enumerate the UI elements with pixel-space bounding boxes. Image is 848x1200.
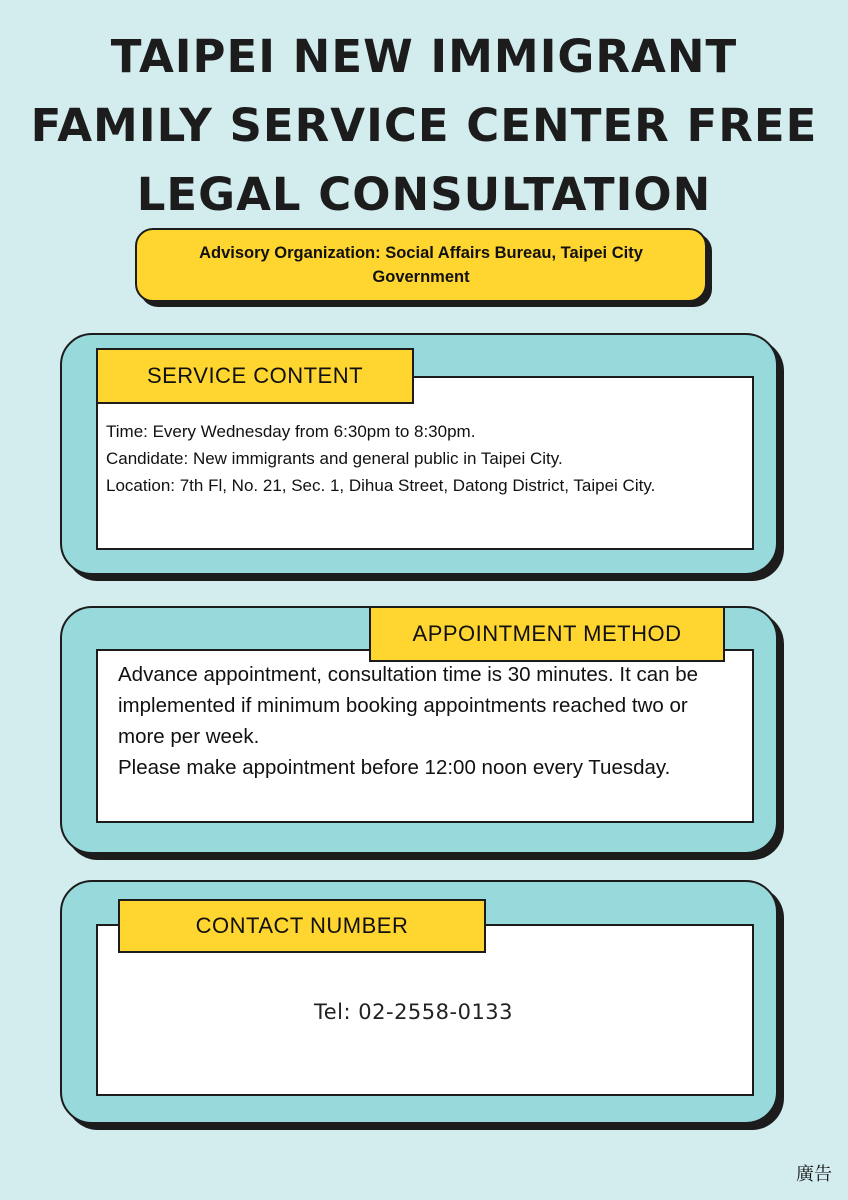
title-line-3: LEGAL CONSULTATION bbox=[136, 168, 712, 221]
contact-number-label-text: CONTACT NUMBER bbox=[195, 913, 409, 938]
service-time: Time: Every Wednesday from 6:30pm to 8:30pm. bbox=[106, 422, 476, 441]
appointment-method-panel bbox=[60, 606, 778, 854]
appointment-method-label-text: APPOINTMENT METHOD bbox=[412, 621, 682, 646]
contact-telephone: Tel: 02-2558-0133 bbox=[314, 1000, 514, 1024]
appointment-text-1: Advance appointment, consultation time is 30 minutes. It can be implemented if minimum booking appointments reached two or more per week. bbox=[118, 663, 699, 748]
appointment-method-label bbox=[369, 606, 725, 662]
service-content-label-text: SERVICE CONTENT bbox=[146, 363, 364, 388]
title-line-1: TAIPEI NEW IMMIGRANT bbox=[110, 30, 738, 83]
title-line-2: FAMILY SERVICE CENTER FREE bbox=[30, 99, 818, 152]
advisory-banner bbox=[135, 228, 707, 302]
service-content-label bbox=[96, 348, 414, 404]
appointment-content-box bbox=[96, 649, 754, 823]
service-content-panel bbox=[60, 333, 778, 575]
page-title bbox=[0, 22, 848, 229]
contact-number-label bbox=[118, 899, 486, 953]
appointment-text-2: Please make appointment before 12:00 noon every Tuesday. bbox=[118, 756, 671, 779]
service-location: Location: 7th Fl, No. 21, Sec. 1, Dihua Street, Datong District, Taipei City. bbox=[106, 476, 656, 495]
advisory-text: Advisory Organization: Social Affairs Bureau, Taipei City Government bbox=[199, 244, 643, 286]
contact-number-panel bbox=[60, 880, 778, 1124]
advertisement-mark: 廣告 bbox=[796, 1164, 832, 1185]
service-candidate: Candidate: New immigrants and general public in Taipei City. bbox=[106, 449, 563, 468]
